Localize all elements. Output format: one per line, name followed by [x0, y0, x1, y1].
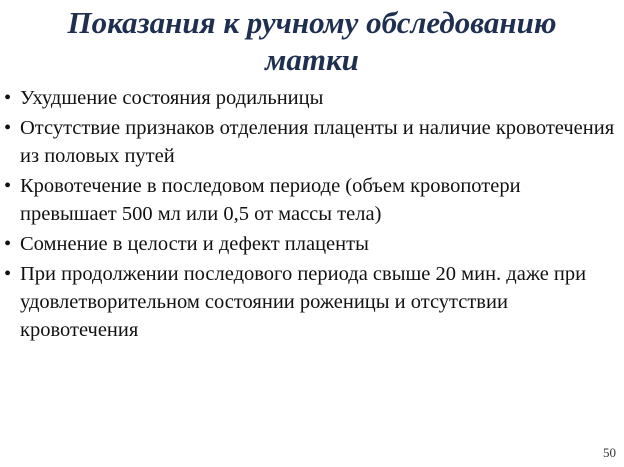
- bullet-marker: •: [4, 117, 12, 139]
- bullet-item: [4, 114, 616, 170]
- bullet-marker: •: [4, 233, 12, 255]
- slide-title-line-1: Показания к ручному обследованию: [67, 5, 557, 40]
- bullet-marker: •: [4, 175, 12, 197]
- bullet-list: [4, 84, 616, 346]
- bullet-text: Отсутствие признаков отделения плаценты и наличие кровотечения из половых путей: [20, 117, 615, 167]
- page-number: 50: [603, 445, 616, 460]
- bullet-marker: •: [4, 263, 12, 285]
- bullet-marker: •: [4, 87, 12, 109]
- bullet-item: [4, 230, 616, 258]
- slide-title: [20, 4, 604, 78]
- bullet-item: [4, 84, 616, 112]
- bullet-text: Кровотечение в последовом периоде (объем кровопотери превышает 500 мл или 0,5 от массы тела): [20, 175, 521, 225]
- slide-title-line-2: матки: [265, 42, 359, 77]
- bullet-text: Ухудшение состояния родильницы: [20, 87, 324, 109]
- bullet-text: Сомнение в целости и дефект плаценты: [20, 233, 369, 255]
- bullet-item: [4, 260, 616, 344]
- bullet-text: При продолжении последового периода свыше 20 мин. даже при удовлетворительном состоянии роженицы и отсутствии кровотечения: [20, 263, 587, 341]
- bullet-item: [4, 172, 616, 228]
